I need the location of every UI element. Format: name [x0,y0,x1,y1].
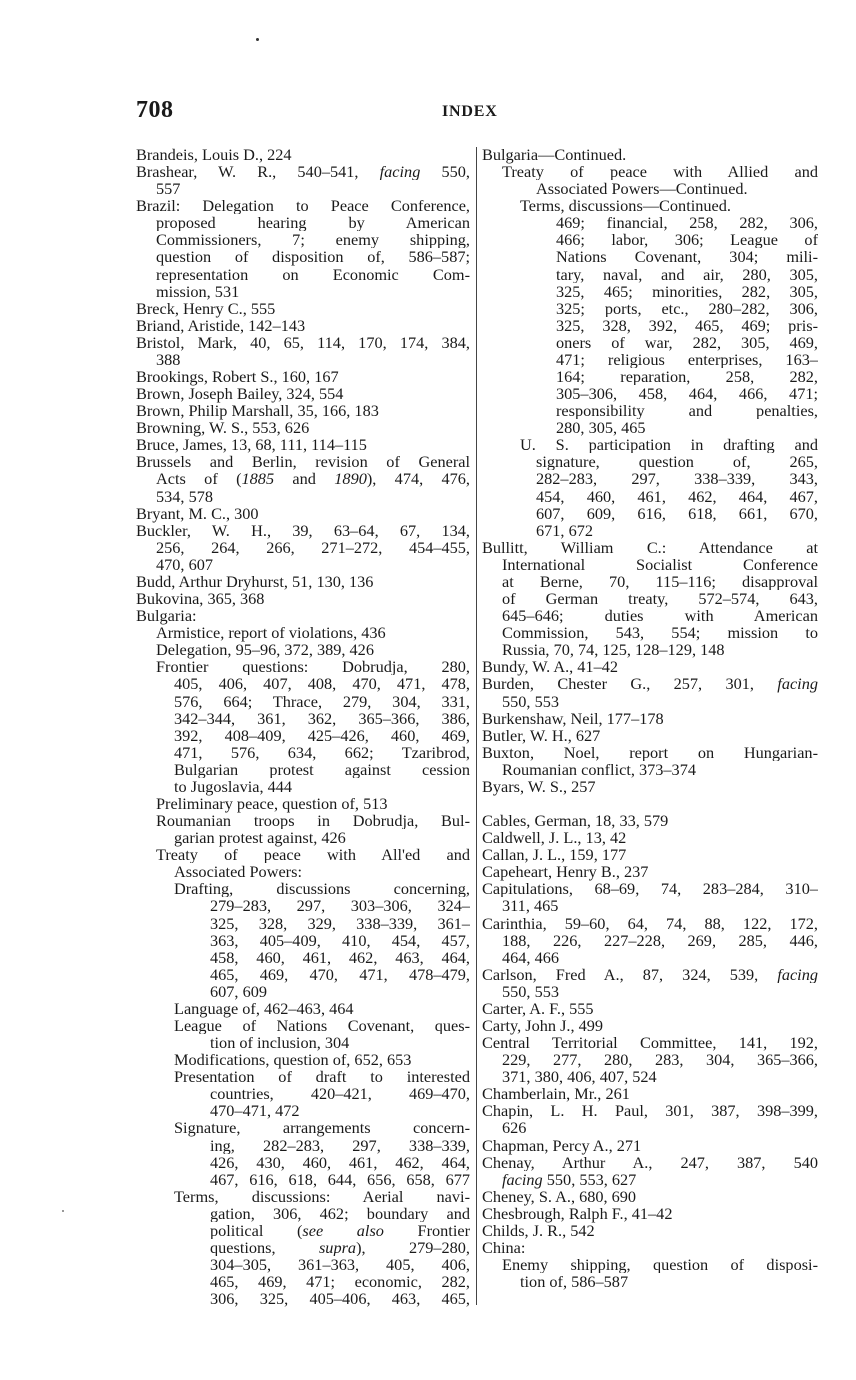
column-divider [476,147,477,1305]
index-subentry: 405, 406, 407, 408, 470, 471, 478, [174,675,470,693]
index-entry: Chamberlain, Mr., 261 [482,1084,630,1104]
index-subentry: 164; reparation, 258, 282, [556,368,818,386]
index-entry: Browning, W. S., 553, 626 [136,418,310,438]
index-entry: Carlson, Fred A., 87, 324, 539, facing [482,965,818,983]
index-subentry: political (see also Frontier [210,1221,470,1239]
index-subentry: Roumanian troops in Dobrudja, Bul- [156,812,470,830]
index-subentry: Preliminary peace, question of, 513 [156,793,388,813]
index-subentry: questions, supra), 279–280, [210,1239,470,1257]
index-subentry: to Jugoslavia, 444 [174,776,293,796]
index-entry: Brussels and Berlin, revision of General [136,453,470,471]
index-subentry: Commissioners, 7; enemy shipping, [156,231,470,249]
index-subentry: 325; ports, etc., 280–282, 306, [556,299,818,317]
index-entry: Brazil: Delegation to Peace Conference, [136,197,470,215]
index-entry: Capitulations, 68–69, 74, 283–284, 310– [482,880,818,898]
index-subentry: of German treaty, 572–574, 643, [502,590,818,608]
index-entry: Brashear, W. R., 540–541, facing 550, [136,163,470,181]
index-entry: Chenay, Arthur A., 247, 387, 540 [482,1153,818,1171]
index-subentry: 325, 465; minorities, 282, 305, [556,282,818,300]
index-subentry: 229, 277, 280, 283, 304, 365–366, [502,1051,818,1069]
index-subentry: Treaty of peace with All'ed and [156,846,470,864]
index-subentry: 325, 328, 329, 338–339, 361– [210,914,470,932]
index-entry: Byars, W. S., 257 [482,776,596,796]
index-subentry: Terms, discussions—Continued. [520,196,731,216]
index-subentry: 607, 609 [210,981,267,1001]
index-entry: Brookings, Robert S., 160, 167 [136,367,339,387]
index-entry: Carter, A. F., 555 [482,998,594,1018]
index-entry: Butler, W. H., 627 [482,725,601,745]
index-subentry: Treaty of peace with Allied and [502,163,818,181]
index-subentry: countries, 420–421, 469–470, [210,1085,470,1103]
index-subentry: 426, 430, 460, 461, 462, 464, [210,1153,470,1171]
index-entry: Breck, Henry C., 555 [136,298,276,318]
index-subentry: proposed hearing by American [156,214,470,232]
index-subentry: representation on Economic Com- [156,265,470,283]
index-subentry: 467, 616, 618, 644, 656, 658, 677 [210,1170,470,1188]
index-entry: Bukovina, 365, 368 [136,589,265,609]
index-subentry: 645–646; duties with American [502,607,818,625]
index-entry: Bristol, Mark, 40, 65, 114, 170, 174, 384, [136,333,470,351]
index-entry: Buckler, W. H., 39, 63–64, 67, 134, [136,521,470,539]
index-subentry: Bulgarian protest against cession [174,760,470,778]
index-subentry: 392, 408–409, 425–426, 460, 469, [174,726,470,744]
index-subentry: 464, 466 [502,947,559,967]
index-subentry: Enemy shipping, question of disposi- [502,1256,818,1274]
index-subentry: 256, 264, 266, 271–272, 454–455, [156,538,470,556]
index-subentry: 469; financial, 258, 282, 306, [556,214,818,232]
index-entry: China: [482,1238,526,1257]
index-subentry: Armistice, report of violations, 436 [156,623,386,643]
index-subentry: Presentation of draft to interested [174,1068,470,1086]
index-entry: Burden, Chester G., 257, 301, facing [482,675,818,693]
index-subentry: 280, 305, 465 [556,418,646,438]
index-entry: Central Territorial Committee, 141, 192, [482,1034,818,1052]
index-subentry: International Socialist Conference [502,555,818,573]
index-subentry: Acts of (1885 and 1890), 474, 476, [156,470,470,488]
index-entry: Capeheart, Henry B., 237 [482,862,649,882]
printed-dot-mark [256,38,259,41]
index-entry: Brandeis, Louis D., 224 [136,145,292,164]
index-subentry: 471; religious enterprises, 163– [556,350,818,369]
index-column-right [482,146,818,1290]
index-subentry: signature, question of, 265, [536,453,818,471]
index-entry: Buxton, Noel, report on Hungarian- [482,743,818,761]
index-entry: Childs, J. R., 542 [482,1220,595,1240]
index-subentry: 304–305, 361–363, 405, 406, [210,1256,470,1274]
index-entry: Bulgaria: [136,606,197,626]
index-subentry: 576, 664; Thrace, 279, 304, 331, [174,692,470,710]
index-entry: Briand, Aristide, 142–143 [136,315,306,335]
index-subentry: gation, 306, 462; boundary and [210,1204,470,1222]
index-subentry: 671, 672 [536,520,593,540]
index-entry: Chesbrough, Ralph F., 41–42 [482,1203,673,1223]
index-subentry: 458, 460, 461, 462, 463, 464, [210,948,470,966]
index-subentry: mission, 531 [156,281,240,301]
index-entry: Cables, German, 18, 33, 579 [482,811,669,831]
index-entry: Carty, John J., 499 [482,1015,604,1035]
index-entry: Bullitt, William C.: Attendance at [482,538,818,556]
index-subentry: 471, 576, 634, 662; Tzaribrod, [174,743,470,761]
index-entry: Budd, Arthur Dryhurst, 51, 130, 136 [136,571,374,591]
index-subentry: 466; labor, 306; League of [556,231,818,249]
index-entry: Caldwell, J. L., 13, 42 [482,828,627,848]
index-subentry: 454, 460, 461, 462, 464, 467, [536,487,818,505]
index-subentry: 550, 553 [502,981,559,1001]
index-subentry: tary, naval, and air, 280, 305, [556,265,818,283]
index-subentry: Modifications, question of, 652, 653 [174,1050,412,1070]
index-subentry: Associated Powers: [174,862,302,882]
index-subentry: 279–283, 297, 303–306, 324– [210,897,470,915]
index-subentry: 305–306, 458, 464, 466, 471; [556,385,818,403]
section-gap [482,795,818,812]
margin-speck [62,1210,64,1212]
index-subentry: Signature, arrangements concern- [174,1119,470,1137]
index-subentry: tion of, 586–587 [520,1272,629,1292]
index-subentry: 626 [502,1118,527,1138]
running-head: INDEX [442,103,498,120]
index-entry: Bruce, James, 13, 68, 111, 114–115 [136,435,367,455]
index-subentry: League of Nations Covenant, ques- [174,1016,470,1035]
index-subentry: 557 [156,179,181,199]
index-subentry: ing, 282–283, 297, 338–339, [210,1136,470,1154]
index-subentry: tion of inclusion, 304 [210,1033,350,1053]
index-entry: Brown, Philip Marshall, 35, 166, 183 [136,401,379,421]
index-subentry: 534, 578 [156,486,213,506]
index-entry: Chapin, L. H. Paul, 301, 387, 398–399, [482,1102,818,1120]
index-subentry: at Berne, 70, 115–116; disapproval [502,572,818,591]
index-entry: Callan, J. L., 159, 177 [482,845,627,865]
index-subentry: 311, 465 [502,896,559,916]
index-subentry: 371, 380, 406, 407, 524 [502,1067,657,1087]
index-subentry: 325, 328, 392, 465, 469; pris- [556,316,818,334]
index-subentry: Nations Covenant, 304; mili- [556,248,818,266]
index-subentry: Commission, 543, 554; mission to [502,624,818,642]
index-entry: Cheney, S. A., 680, 690 [482,1186,637,1206]
index-entry: Burkenshaw, Neil, 177–178 [482,708,664,728]
index-subentry: Drafting, discussions concerning, [174,880,470,898]
index-subentry: Language of, 462–463, 464 [174,998,354,1018]
index-subentry: oners of war, 282, 305, 469, [556,333,818,351]
index-subentry: Roumanian conflict, 373–374 [502,759,696,779]
page-number: 708 [136,97,174,123]
index-subentry: 470–471, 472 [210,1101,300,1121]
index-subentry: facing 550, 553, 627 [502,1169,637,1189]
index-column-left [136,146,470,1307]
index-entry: Chapman, Percy A., 271 [482,1135,642,1155]
index-subentry: Associated Powers—Continued. [536,179,748,199]
index-entry: Brown, Joseph Bailey, 324, 554 [136,384,344,404]
index-subentry: 342–344, 361, 362, 365–366, 386, [174,709,470,727]
index-entry: Bryant, M. C., 300 [136,503,259,523]
index-subentry: 282–283, 297, 338–339, 343, [536,470,818,488]
index-subentry: 388 [156,349,181,369]
index-subentry: U. S. participation in drafting and [520,436,818,454]
index-subentry: 465, 469, 470, 471, 478–479, [210,965,470,983]
index-subentry: Russia, 70, 74, 125, 128–129, 148 [502,640,725,660]
index-entry: Bulgaria—Continued. [482,145,627,164]
index-subentry: 470, 607 [156,554,213,574]
index-subentry: 550, 553 [502,691,559,711]
index-subentry: 188, 226, 227–228, 269, 285, 446, [502,931,818,949]
index-subentry: 607, 609, 616, 618, 661, 670, [536,504,818,522]
index-subentry: responsibility and penalties, [556,402,818,420]
index-subentry: 465, 469, 471; economic, 282, [210,1273,470,1291]
index-subentry: 363, 405–409, 410, 454, 457, [210,931,470,949]
index-subentry: Terms, discussions: Aerial navi- [174,1187,470,1205]
index-subentry: Delegation, 95–96, 372, 389, 426 [156,640,374,660]
index-subentry: 306, 325, 405–406, 463, 465, [210,1290,470,1308]
index-entry: Bundy, W. A., 41–42 [482,657,618,677]
index-subentry: Frontier questions: Dobrudja, 280, [156,658,470,676]
index-subentry: garian protest against, 426 [174,828,346,848]
index-entry: Carinthia, 59–60, 64, 74, 88, 122, 172, [482,914,818,932]
index-subentry: question of disposition of, 586–587; [156,248,470,266]
